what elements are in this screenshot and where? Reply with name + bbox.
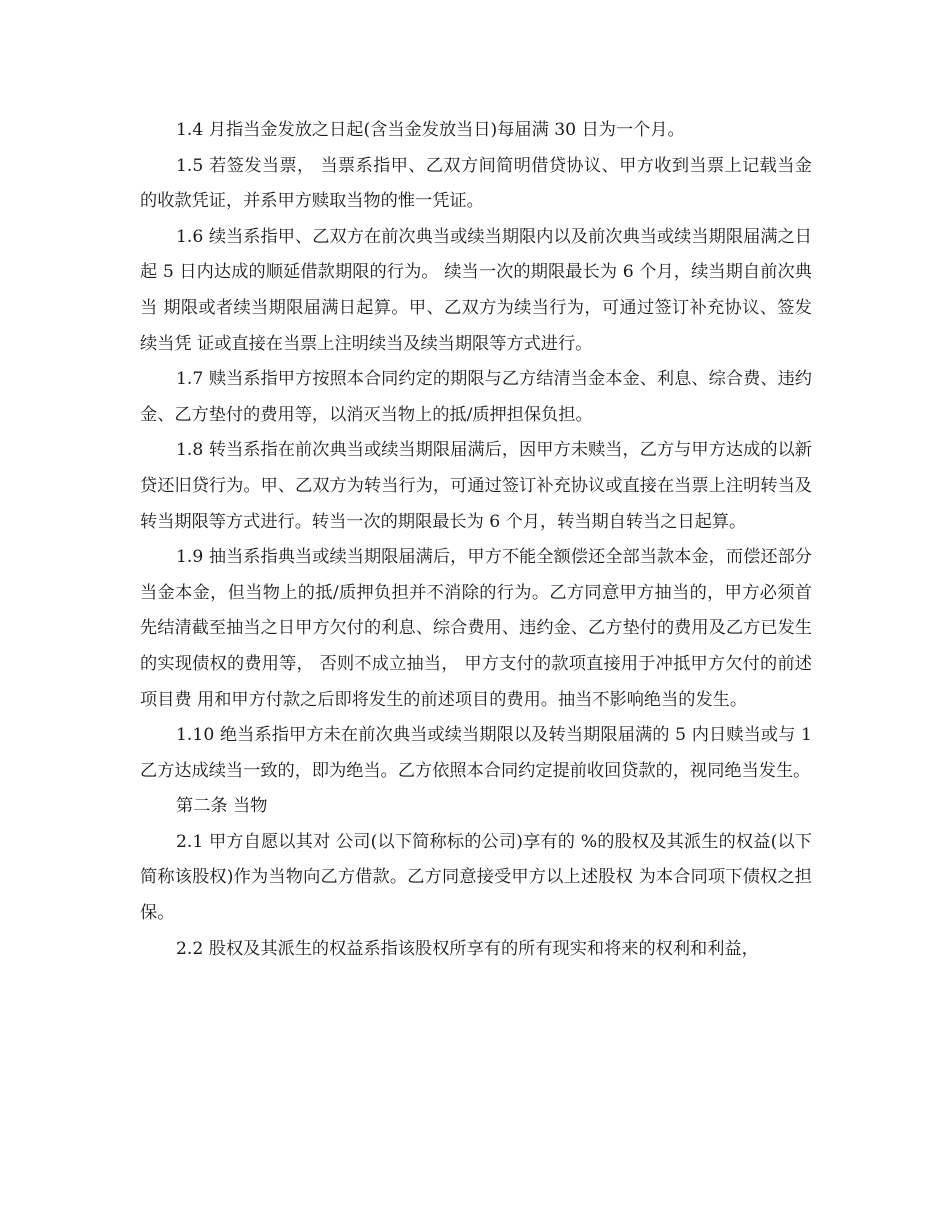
- section-heading-article-2: 第二条 当物: [176, 796, 268, 817]
- paragraph-2-1: 2.1 甲方自愿以其对 公司(以下简称标的公司)享有的 %的股权及其派生的权益(以下简称该股权)作为当物向乙方借款。乙方同意接受甲方以上述股权 为本合同项下债权之担保。: [140, 831, 812, 924]
- document-body: [140, 113, 812, 967]
- paragraph-2-2: 2.2 股权及其派生的权益系指该股权所享有的所有现实和将来的权利和利益，: [176, 938, 759, 959]
- paragraph-1-7: 1.7 赎当系指甲方按照本合同约定的期限与乙方结清当金本金、利息、综合费、违约金、乙方垫付的费用等，以消灭当物上的抵/质押担保负担。: [140, 369, 812, 425]
- paragraph-1-4: 1.4 月指当金发放之日起(含当金发放当日)每届满 30 日为一个月。: [176, 120, 685, 140]
- paragraph-1-9: 1.9 抽当系指典当或续当期限届满后，甲方不能全额偿还全部当款本金，而偿还部分当金本金，但当物上的抵/质押负担并不消除的行为。乙方同意甲方抽当的，甲方必须首 先结清截至抽当之日甲方欠付的利息、综合费用、违约金、乙方垫付的费用及乙方已发生的实现债权的费用等， 否则不成立抽当， 甲方支付的款项直接用于冲抵甲方欠付的前述项目费 用和甲方付款之后即将发生的前述项目的费用。抽当不影响绝当的发生。: [140, 547, 812, 710]
- paragraph-1-5: 1.5 若签发当票， 当票系指甲、乙双方间简明借贷协议、甲方收到当票上记载当金 的收款凭证，并系甲方赎取当物的惟一凭证。: [140, 155, 812, 212]
- paragraph-1-8: 1.8 转当系指在前次典当或续当期限届满后，因甲方未赎当，乙方与甲方达成的以新贷还旧贷行为。甲、乙双方为转当行为，可通过签订补充协议或直接在当票上注明转当及 转当期限等方式进行。转当一次的期限最长为 6 个月，转当期自转当之日起算。: [140, 440, 812, 532]
- paragraph-1-10: 1.10 绝当系指甲方未在前次典当或续当期限以及转当期限届满的 5 内日赎当或与 1 乙方达成续当一致的，即为绝当。乙方依照本合同约定提前收回贷款的，视同绝当发生。: [140, 725, 812, 781]
- paragraph-1-6: 1.6 续当系指甲、乙双方在前次典当或续当期限内以及前次典当或续当期限届满之日起 5 日内达成的顺延借款期限的行为。 续当一次的期限最长为 6 个月，续当期自前次典当 期限或者续当期限届满日起算。甲、乙双方为续当行为，可通过签订补充协议、签发续当凭 证或直接在当票上注明续当及续当期限等方式进行。: [140, 226, 812, 354]
